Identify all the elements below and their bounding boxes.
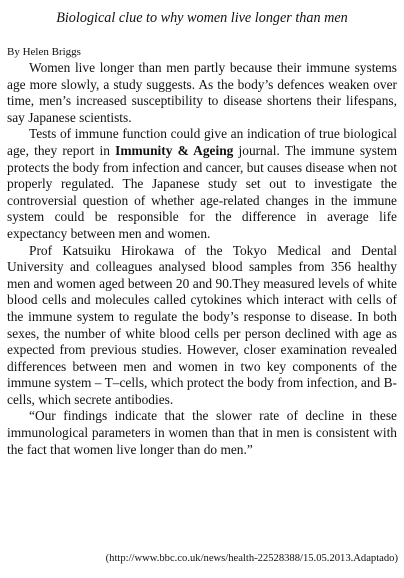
source-citation: (http://www.bbc.co.uk/news/health-22528388/15.05.2013.Adaptado) [105, 553, 398, 564]
paragraph-2-text-after: journal. The immune system protects the body from infection and cancer, but causes disease when not properly regulated. The Japanese study set out to investigate the controversial question of whether age-related changes in the immune system could be responsible for the difference in average life expectancy between men and women. [7, 142, 398, 241]
article-byline: By Helen Briggs [7, 46, 81, 58]
paragraph-2 [7, 126, 397, 242]
paragraph-4-quote: “Our findings indicate that the slower rate of decline in these immunological parameters in women than that in men is consistent with the fact that women live longer than do men.” [7, 408, 397, 457]
article-title: Biological clue to why women live longer than men [56, 10, 348, 26]
paragraph-2-text-before: Tests of immune function could give an indication of true biological age, they report in [7, 126, 397, 158]
paragraph-3: Prof Katsuiku Hirokawa of the Tokyo Medical and Dental University and colleagues analysed blood samples from 356 healthy men and women aged between 20 and 90.They measured levels of white blood cells and molecules called cytokines which interact with cells of the immune system to regulate the body’s response to disease. In both sexes, the number of white blood cells per person declined with age as expected from previous studies. However, closer examination revealed differences between men and women in two key components of the immune system – T–cells, which protect the body from infection, and B-cells, which secrete antibodies. [7, 242, 397, 407]
paragraph-1: Women live longer than men partly because their immune systems age more slowly, a study suggests. As the body’s defences weaken over time, men’s increased susceptibility to disease shortens their lifespans, say Japanese scientists. [7, 60, 397, 125]
journal-name: Immunity & Ageing [115, 142, 234, 158]
